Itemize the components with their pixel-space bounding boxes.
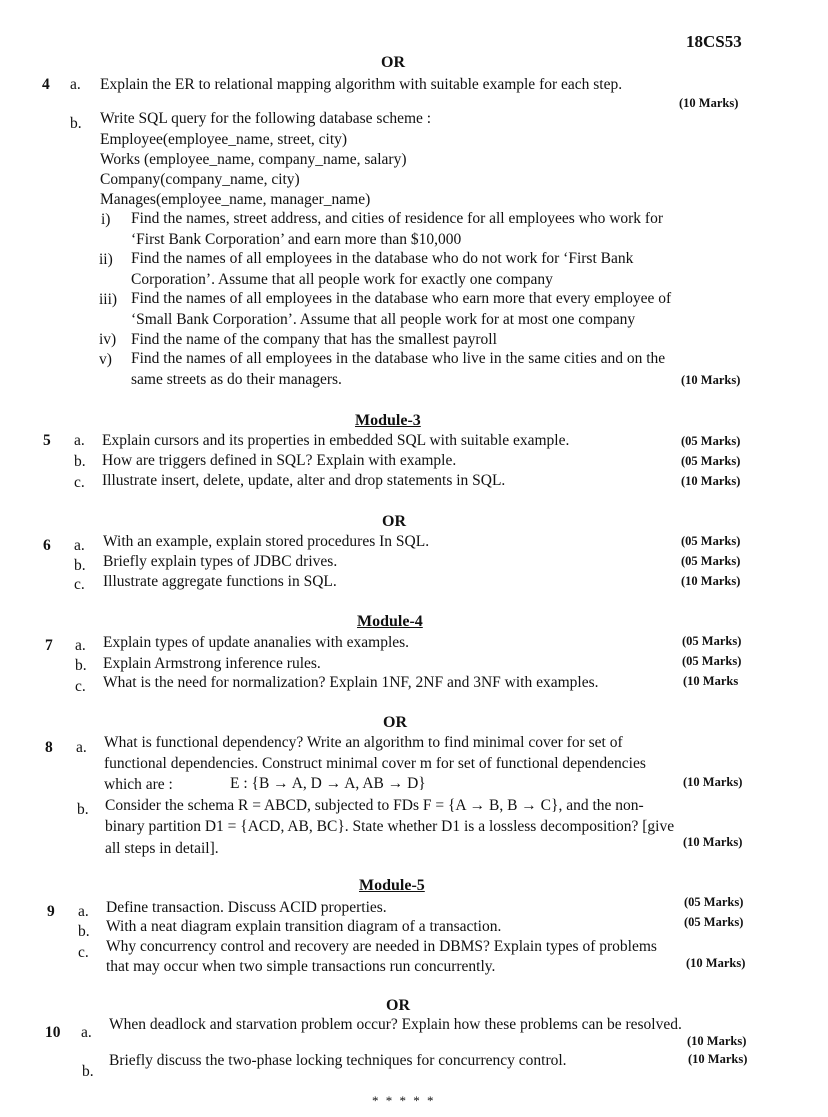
q8b-label: b. xyxy=(77,801,89,818)
question-number-9: 9 xyxy=(47,903,55,920)
q4b-marks: (10 Marks) xyxy=(681,373,741,387)
question-number-8: 8 xyxy=(45,739,53,756)
q5c-label: c. xyxy=(74,474,85,491)
q7b-text: Explain Armstrong inference rules. xyxy=(103,655,321,672)
q5a-marks: (05 Marks) xyxy=(681,434,741,448)
q5b-text: How are triggers defined in SQL? Explain with example. xyxy=(102,452,457,469)
module-5-title: Module-5 xyxy=(359,877,425,894)
q5b-marks: (05 Marks) xyxy=(681,454,741,468)
q4b-sub-ii-line1: Find the names of all employees in the database who do not work for ‘First Bank xyxy=(131,250,634,267)
q8b-line3: all steps in detail]. xyxy=(105,840,219,857)
q9c-label: c. xyxy=(78,944,89,961)
q4b-sub-iv-label: iv) xyxy=(99,331,117,348)
q10a-label: a. xyxy=(81,1024,92,1041)
q7a-text: Explain types of update ananalies with examples. xyxy=(103,634,410,651)
q4b-sub-ii-line2: Corporation’. Assume that all people work for exactly one company xyxy=(131,271,553,288)
q8a-marks: (10 Marks) xyxy=(683,775,743,789)
q4b-sub-iii-line2: ‘Small Bank Corporation’. Assume that all people work for at most one company xyxy=(131,311,636,328)
q6a-label: a. xyxy=(74,537,85,554)
q9b-label: b. xyxy=(78,923,90,940)
or-label-1: OR xyxy=(381,54,405,71)
or-label-3: OR xyxy=(383,714,407,731)
q4b-sub-v-label: v) xyxy=(99,351,112,368)
q4a-label: a. xyxy=(70,76,81,93)
q9a-label: a. xyxy=(78,903,89,920)
q10a-text: When deadlock and starvation problem occur? Explain how these problems can be resolved. xyxy=(109,1016,682,1033)
q10b-label: b. xyxy=(82,1063,94,1080)
q5c-marks: (10 Marks) xyxy=(681,474,741,488)
q9b-text: With a neat diagram explain transition diagram of a transaction. xyxy=(106,918,502,935)
q9a-marks: (05 Marks) xyxy=(684,895,744,909)
q6c-marks: (10 Marks) xyxy=(681,574,741,588)
q4b-sub-iii-line1: Find the names of all employees in the database who earn more that every employee of xyxy=(131,290,672,307)
q4b-sub-ii-label: ii) xyxy=(99,251,113,268)
q5b-label: b. xyxy=(74,453,86,470)
q7c-marks: (10 Marks xyxy=(683,674,739,688)
question-number-6: 6 xyxy=(43,537,51,554)
schema-company: Company(company_name, city) xyxy=(100,171,300,188)
q10b-marks: (10 Marks) xyxy=(688,1052,748,1066)
module-3-title: Module-3 xyxy=(355,412,421,429)
question-number-4: 4 xyxy=(42,76,50,93)
q4a-marks: (10 Marks) xyxy=(679,96,739,110)
paper-code: 18CS53 xyxy=(686,32,742,51)
q4b-intro: Write SQL query for the following database scheme : xyxy=(100,110,432,127)
q10a-marks: (10 Marks) xyxy=(687,1034,747,1048)
q7c-text: What is the need for normalization? Explain 1NF, 2NF and 3NF with examples. xyxy=(103,674,599,691)
q9a-text: Define transaction. Discuss ACID properties. xyxy=(106,899,387,916)
q8a-line2: functional dependencies. Construct minimal cover m for set of functional dependencies xyxy=(104,755,646,772)
q4b-sub-i-label: i) xyxy=(101,211,111,228)
q8b-marks: (10 Marks) xyxy=(683,835,743,849)
q4b-sub-v-line2: same streets as do their managers. xyxy=(131,371,342,388)
q4b-label: b. xyxy=(70,115,82,132)
q7b-label: b. xyxy=(75,657,87,674)
q6c-text: Illustrate aggregate functions in SQL. xyxy=(103,573,337,590)
q4b-sub-iii-label: iii) xyxy=(99,291,118,308)
question-number-10: 10 xyxy=(45,1024,61,1041)
q7a-marks: (05 Marks) xyxy=(682,634,742,648)
question-number-7: 7 xyxy=(45,637,53,654)
q8a-line1: What is functional dependency? Write an algorithm to find minimal cover for set of xyxy=(104,734,623,751)
schema-employee: Employee(employee_name, street, city) xyxy=(100,131,348,148)
q4b-sub-iv-line1: Find the name of the company that has the smallest payroll xyxy=(131,331,497,348)
q8b-line1: Consider the schema R = ABCD, subjected to FDs F = {A → B, B → C}, and the non- xyxy=(105,797,644,814)
schema-works: Works (employee_name, company_name, salary) xyxy=(100,151,407,168)
q7c-label: c. xyxy=(75,678,86,695)
schema-manages: Manages(employee_name, manager_name) xyxy=(100,191,371,208)
q9c-line1: Why concurrency control and recovery are needed in DBMS? Explain types of problems xyxy=(106,938,657,955)
q6b-label: b. xyxy=(74,557,86,574)
q8a-line3: which are : xyxy=(104,776,173,793)
question-number-5: 5 xyxy=(43,432,51,449)
or-label-2: OR xyxy=(382,513,406,530)
end-marker: * * * * * xyxy=(372,1093,436,1108)
q7b-marks: (05 Marks) xyxy=(682,654,742,668)
q4b-sub-i-line1: Find the names, street address, and cities of residence for all employees who work for xyxy=(131,210,664,227)
q4b-sub-i-line2: ‘First Bank Corporation’ and earn more than $10,000 xyxy=(131,231,462,248)
q5c-text: Illustrate insert, delete, update, alter and drop statements in SQL. xyxy=(102,472,506,489)
module-4-title: Module-4 xyxy=(357,613,423,630)
q10b-text: Briefly discuss the two-phase locking techniques for concurrency control. xyxy=(109,1052,567,1069)
q4a-text: Explain the ER to relational mapping algorithm with suitable example for each step. xyxy=(100,76,623,93)
q4b-sub-v-line1: Find the names of all employees in the database who live in the same cities and on the xyxy=(131,350,666,367)
q7a-label: a. xyxy=(75,637,86,654)
q9b-marks: (05 Marks) xyxy=(684,915,744,929)
q9c-marks: (10 Marks) xyxy=(686,956,746,970)
q6b-marks: (05 Marks) xyxy=(681,554,741,568)
q8b-line2: binary partition D1 = {ACD, AB, BC}. State whether D1 is a lossless decomposition? [give xyxy=(105,818,675,835)
or-label-4: OR xyxy=(386,997,410,1014)
q5a-text: Explain cursors and its properties in embedded SQL with suitable example. xyxy=(102,432,570,449)
q5a-label: a. xyxy=(74,432,85,449)
q8a-fd-set: E : {B → A, D → A, AB → D} xyxy=(230,775,426,792)
q6a-text: With an example, explain stored procedures In SQL. xyxy=(103,533,430,550)
q6a-marks: (05 Marks) xyxy=(681,534,741,548)
q8a-label: a. xyxy=(76,739,87,756)
q6b-text: Briefly explain types of JDBC drives. xyxy=(103,553,338,570)
q6c-label: c. xyxy=(74,576,85,593)
q9c-line2: that may occur when two simple transactions run concurrently. xyxy=(106,958,496,975)
